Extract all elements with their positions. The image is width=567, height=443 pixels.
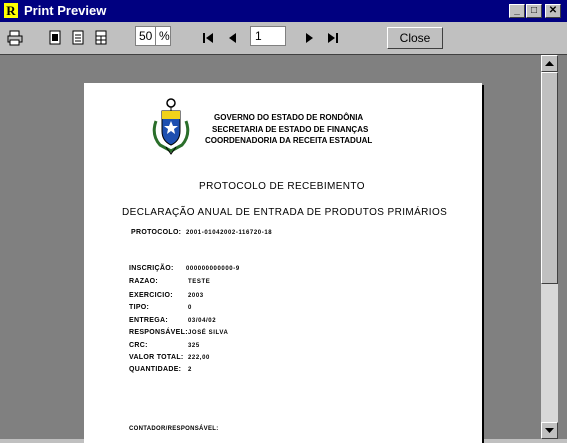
- header-line-1: GOVERNO DO ESTADO DE RONDÔNIA: [214, 113, 364, 122]
- close-button[interactable]: Close: [387, 27, 443, 49]
- protocolo-label: PROTOCOLO:: [131, 229, 182, 236]
- zoom-input[interactable]: [135, 26, 171, 46]
- field-label: INSCRIÇÃO:: [129, 265, 174, 272]
- single-page-icon: [48, 30, 62, 46]
- field-value: 222,00: [188, 355, 210, 361]
- multi-page-icon: [94, 30, 108, 46]
- last-page-button[interactable]: [325, 30, 341, 46]
- last-page-icon: [326, 31, 340, 45]
- next-page-button[interactable]: [301, 30, 317, 46]
- close-window-button[interactable]: ✕: [545, 4, 561, 18]
- field-label: CRC:: [129, 342, 148, 349]
- page-number-input[interactable]: 1: [250, 26, 286, 46]
- first-page-icon: [201, 31, 215, 45]
- field-label: QUANTIDADE:: [129, 366, 182, 373]
- field-label: RAZAO:: [129, 278, 159, 285]
- field-label: ENTREGA:: [129, 317, 168, 324]
- field-value: 0: [188, 305, 192, 311]
- declaration-title: DECLARAÇÃO ANUAL DE ENTRADA DE PRODUTOS PRIMÁRIOS: [122, 207, 448, 218]
- two-page-icon: [71, 30, 85, 46]
- arrow-up-icon: [542, 56, 557, 71]
- app-icon: R: [4, 3, 18, 18]
- multi-page-button[interactable]: [93, 30, 109, 46]
- field-value: 2: [188, 367, 192, 373]
- field-label: TIPO:: [129, 304, 150, 311]
- zoom-unit: %: [155, 27, 170, 45]
- minimize-button[interactable]: _: [509, 4, 525, 18]
- field-value: 325: [188, 343, 200, 349]
- field-label: RESPONSÁVEL:: [129, 329, 188, 336]
- preview-area: [0, 54, 567, 439]
- field-value: 000000000000-9: [186, 266, 240, 272]
- maximize-button[interactable]: □: [526, 4, 542, 18]
- field-value: 2003: [188, 293, 204, 299]
- vertical-scrollbar[interactable]: [541, 55, 558, 439]
- previous-page-button[interactable]: [225, 30, 241, 46]
- scroll-thumb[interactable]: [541, 72, 558, 284]
- print-button[interactable]: [7, 30, 23, 46]
- scroll-down-button[interactable]: [541, 422, 558, 439]
- header-line-2: SECRETARIA DE ESTADO DE FINANÇAS: [212, 125, 369, 134]
- field-value: JOSÉ SILVA: [188, 330, 229, 336]
- field-label: VALOR TOTAL:: [129, 354, 184, 361]
- field-value: TESTE: [188, 279, 211, 285]
- protocolo-value: 2001-01042002-116720-18: [186, 230, 273, 236]
- window-title: Print Preview: [24, 3, 107, 18]
- scroll-up-button[interactable]: [541, 55, 558, 72]
- next-page-icon: [302, 31, 316, 45]
- coat-of-arms-logo: [150, 97, 192, 155]
- previous-page-icon: [226, 31, 240, 45]
- two-page-button[interactable]: [70, 30, 86, 46]
- field-label: EXERCICIO:: [129, 292, 173, 299]
- printer-icon: [7, 30, 23, 46]
- protocol-title: PROTOCOLO DE RECEBIMENTO: [199, 181, 365, 192]
- one-page-button[interactable]: [47, 30, 63, 46]
- header-line-3: COORDENADORIA DA RECEITA ESTADUAL: [205, 136, 373, 145]
- zoom-value: 50: [139, 29, 153, 43]
- title-bar: [0, 0, 567, 22]
- arrow-down-icon: [542, 423, 557, 438]
- first-page-button[interactable]: [200, 30, 216, 46]
- field-value: 03/04/02: [188, 318, 217, 324]
- footer-label: CONTADOR/RESPONSÁVEL:: [129, 426, 219, 432]
- document-page: [84, 83, 482, 443]
